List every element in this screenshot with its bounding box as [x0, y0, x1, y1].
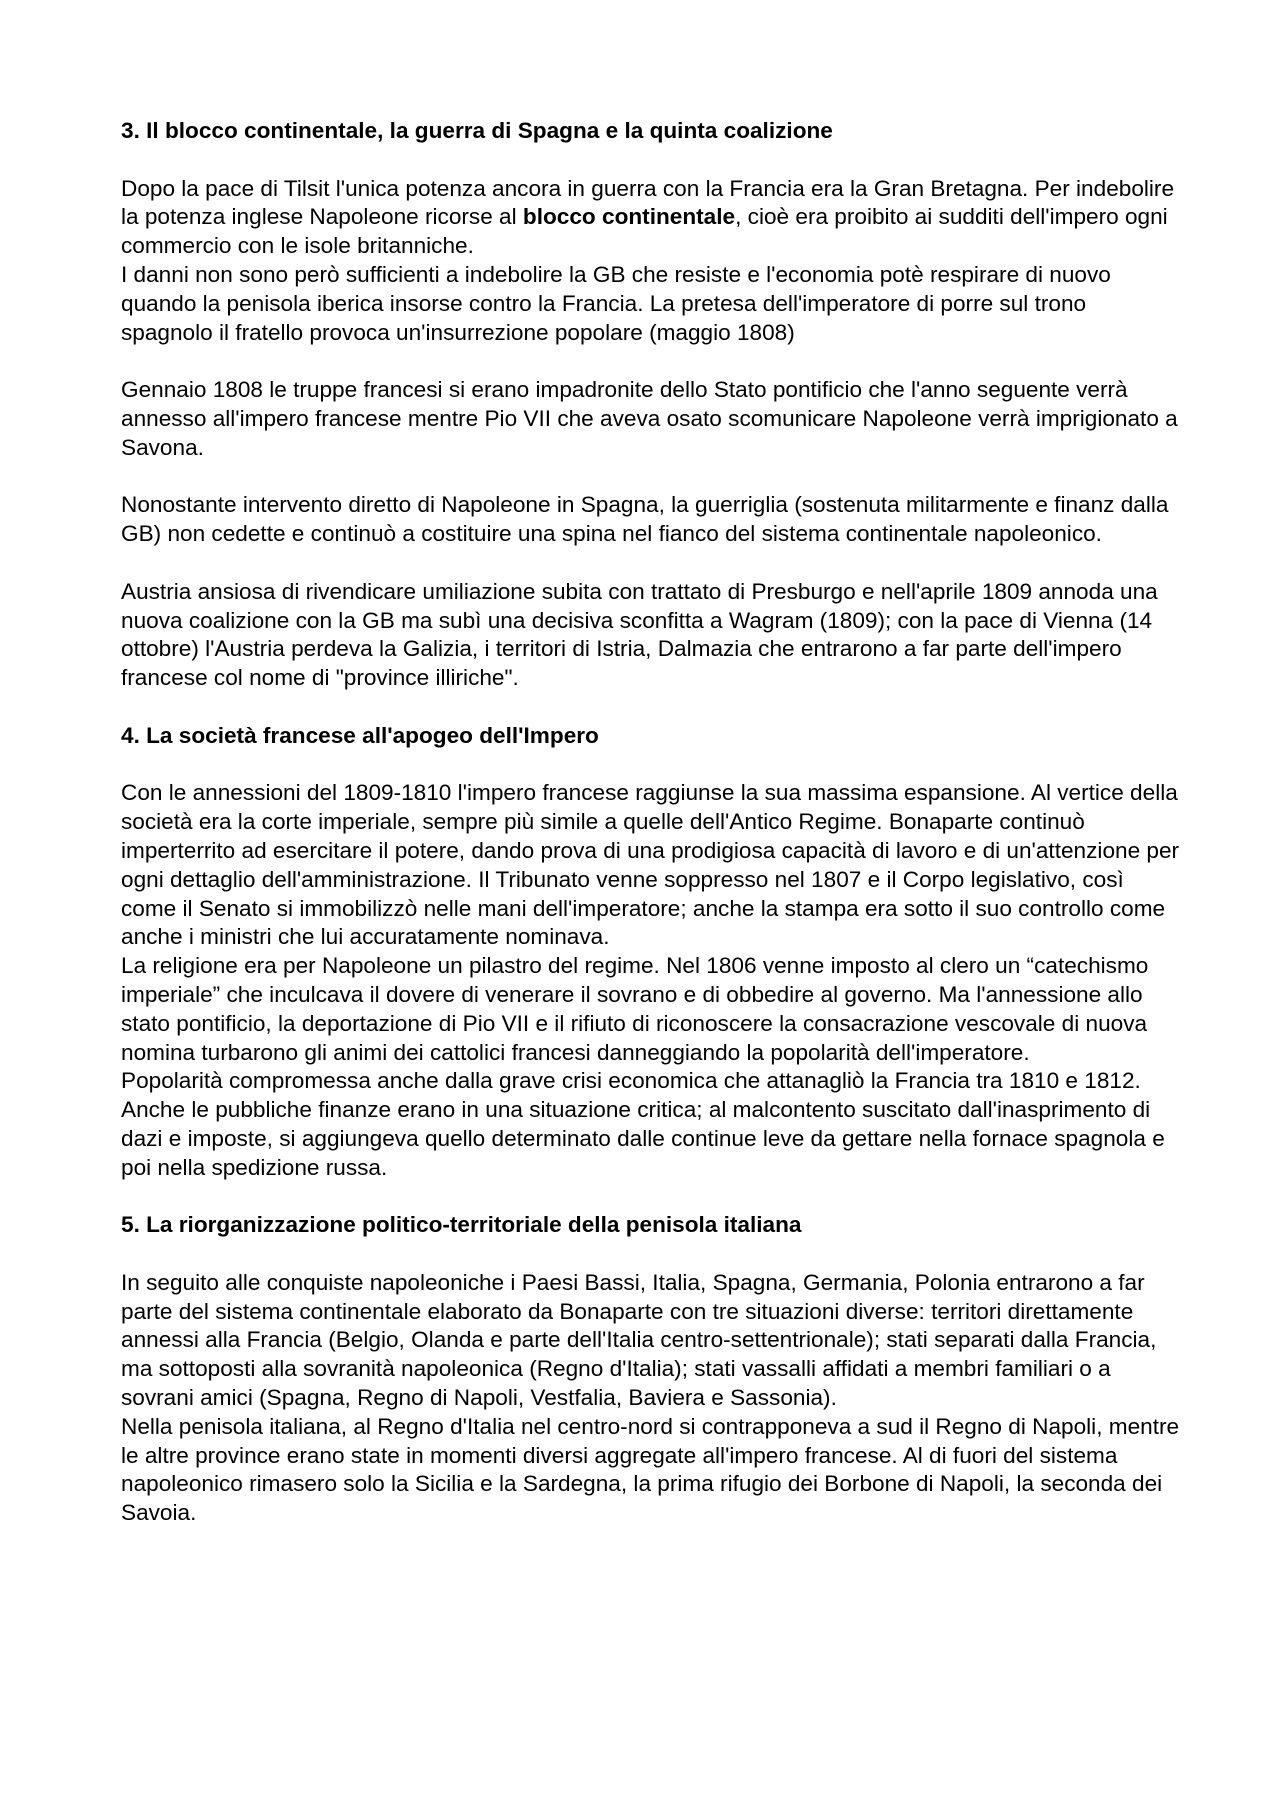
section-4-paragraph-4: Anche le pubbliche finanze erano in una situazione critica; al malcontento suscitato dall'inasprimento di dazi e imposte, si aggiungeva quello determinato dalle continue leve da gettare nella fornace spagnola e poi nella spedizione russa.	[121, 1097, 1165, 1180]
spacer	[121, 751, 1181, 780]
spacer	[121, 146, 1181, 175]
section-4-paragraph-2: La religione era per Napoleone un pilastro del regime. Nel 1806 venne imposto al clero un “catechismo imperiale” che inculcava il dovere di venerare il sovrano e di obbedire al governo. Ma l'annessione allo stato pontificio, la deportazione di Pio VII e il rifiuto di riconoscere la consacrazione vescovale di nuova nomina turbarono gli animi dei cattolici francesi danneggiando la popolarità dell'imperatore.	[121, 953, 1149, 1065]
section-4-paragraph-3: Popolarità compromessa anche dalla grave crisi economica che attanagliò la Francia tra 1810 e 1812.	[121, 1068, 1141, 1094]
section-4-paragraph-1: Con le annessioni del 1809-1810 l'impero francese raggiunse la sua massima espansione. Al vertice della società era la corte imperiale, sempre più simile a quelle dell'Antico Regime. Bonaparte continuò imperterrito ad esercitare il potere, dando prova di una prodigiosa capacità di lavoro e di un'attenzione per ogni dettaglio dell'amministrazione. Il Tribunato venne soppresso nel 1807 e il Corpo legislativo, così come il Senato si immobilizzò nelle mani dell'imperatore; anche la stampa era sotto il suo controllo come anche i ministri che lui accuratamente nominava.	[121, 780, 1180, 950]
section-3-heading: 3. Il blocco continentale, la guerra di Spagna e la quinta coalizione	[121, 118, 833, 143]
document-page	[121, 117, 1181, 1528]
section-3-paragraph-5: Austria ansiosa di rivendicare umiliazione subita con trattato di Presburgo e nell'aprile 1809 annoda una nuova coalizione con la GB ma subì una decisiva sconfitta a Wagram (1809); con la pace di Vienna (14 ottobre) l'Austria perdeva la Galizia, i territori di Istria, Dalmazia che entrarono a far parte dell'impero francese col nome di "province illiriche".	[121, 578, 1158, 691]
section-3-paragraph-4: Nonostante intervento diretto di Napoleone in Spagna, la guerriglia (sostenuta militarmente e finanz dalla GB) non cedette e continuò a costituire una spina nel fianco del sistema continentale napoleonico.	[121, 492, 1169, 547]
spacer	[121, 347, 1181, 376]
spacer	[121, 693, 1181, 722]
spacer	[121, 463, 1181, 492]
section-3-paragraph-1-text-b: , cioè era proibito ai sudditi dell'impero ogni commercio con le isole britanniche.	[121, 204, 1168, 259]
section-4-heading: 4. La società francese all'apogeo dell'Impero	[121, 722, 599, 748]
section-3-paragraph-1-text-a: Dopo la pace di Tilsit l'unica potenza ancora in guerra con la Francia era la Gran Bretagna. Per indebolire la potenza inglese Napoleone ricorse al	[121, 175, 1175, 230]
section-3-paragraph-1	[121, 175, 1181, 261]
section-5-paragraph-2: Nella penisola italiana, al Regno d'Italia nel centro-nord si contrapponeva a sud il Regno di Napoli, mentre le altre province erano state in momenti diversi aggregate all'impero francese. Al di fuori del sistema napoleonico rimasero solo la Sicilia e la Sardegna, la prima rifugio dei Borbone di Napoli, la seconda dei Savoia.	[121, 1413, 1180, 1526]
section-5-paragraph-1: In seguito alle conquiste napoleoniche i Paesi Bassi, Italia, Spagna, Germania, Polonia entrarono a far parte del sistema continentale elaborato da Bonaparte con tre situazioni diverse: territori direttamente annessi alla Francia (Belgio, Olanda e parte dell'Italia centro-settentrionale); stati separati dalla Francia, ma sottoposti alla sovranità napoleonica (Regno d'Italia); stati vassalli affidati a membri familiari o a sovrani amici (Spagna, Regno di Napoli, Vestfalia, Baviera e Sassonia).	[121, 1269, 1157, 1411]
spacer	[121, 549, 1181, 578]
blocco-continentale-emphasis: blocco continentale	[522, 204, 736, 230]
section-5-heading: 5. La riorganizzazione politico-territoriale della penisola italiana	[121, 1212, 802, 1238]
spacer	[121, 1240, 1181, 1269]
section-3-paragraph-3: Gennaio 1808 le truppe francesi si erano impadronite dello Stato pontificio che l'anno seguente verrà annesso all'impero francese mentre Pio VII che aveva osato scomunicare Napoleone verrà imprigionato a Savona.	[121, 377, 1178, 460]
spacer	[121, 1182, 1181, 1211]
section-3-paragraph-2: I danni non sono però sufficienti a indebolire la GB che resiste e l'economia potè respirare di nuovo quando la penisola iberica insorse contro la Francia. La pretesa dell'imperatore di porre sul trono spagnolo il fratello provoca un'insurrezione popolare (maggio 1808)	[121, 261, 1111, 345]
